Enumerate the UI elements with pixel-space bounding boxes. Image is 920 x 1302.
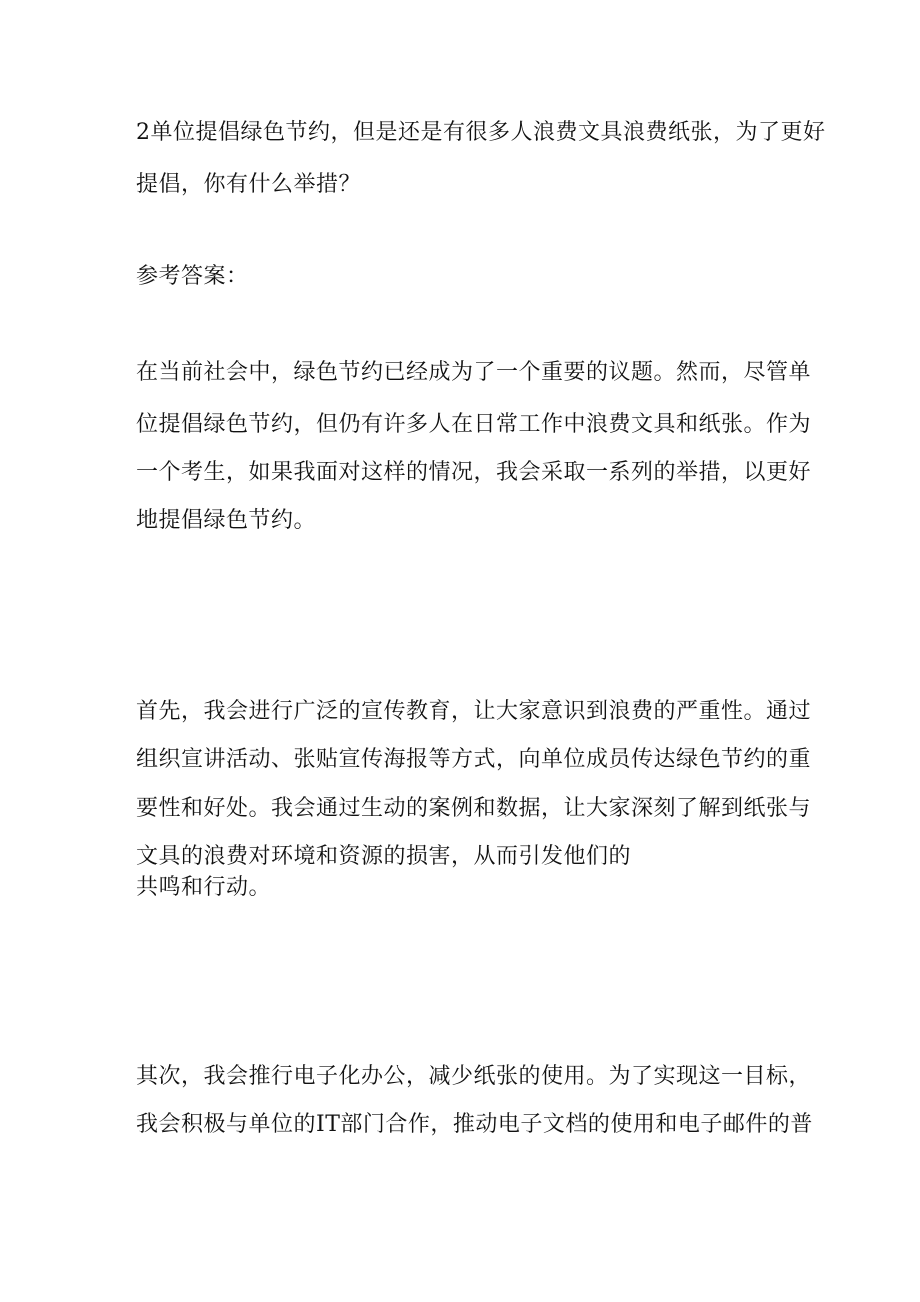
paragraph-2-line-1: 首先，我会进行广泛的宣传教育，让大家意识到浪费的严重性。通过 xyxy=(136,699,812,724)
question-line-1: 2单位提倡绿色节约，但是还是有很多人浪费文具浪费纸张，为了更好 xyxy=(136,120,826,145)
answer-label: 参考答案： xyxy=(136,264,249,289)
paragraph-3-line-2: 我会积极与单位的IT部门合作，推动电子文档的使用和电子邮件的普 xyxy=(136,1112,813,1137)
paragraph-1-line-1: 在当前社会中，绿色节约已经成为了一个重要的议题。然而，尽管单 xyxy=(136,360,812,385)
paragraph-1-line-3: 一个考生，如果我面对这样的情况，我会采取一系列的举措，以更好 xyxy=(136,460,812,485)
paragraph-1-line-2: 位提倡绿色节约，但仍有许多人在日常工作中浪费文具和纸张。作为 xyxy=(136,412,812,437)
paragraph-1-line-4: 地提倡绿色节约。 xyxy=(136,508,317,533)
paragraph-3-line-1: 其次，我会推行电子化办公，减少纸张的使用。为了实现这一目标， xyxy=(136,1064,812,1089)
paragraph-2-line-4: 文具的浪费对环境和资源的损害，从而引发他们的 xyxy=(136,844,632,869)
paragraph-2-line-5: 共鸣和行动。 xyxy=(136,875,272,900)
question-line-2: 提倡，你有什么举措？ xyxy=(136,172,362,197)
paragraph-2-line-2: 组织宣讲活动、张贴宣传海报等方式，向单位成员传达绿色节约的重 xyxy=(136,747,812,772)
paragraph-2-line-3: 要性和好处。我会通过生动的案例和数据，让大家深刻了解到纸张与 xyxy=(136,796,812,821)
